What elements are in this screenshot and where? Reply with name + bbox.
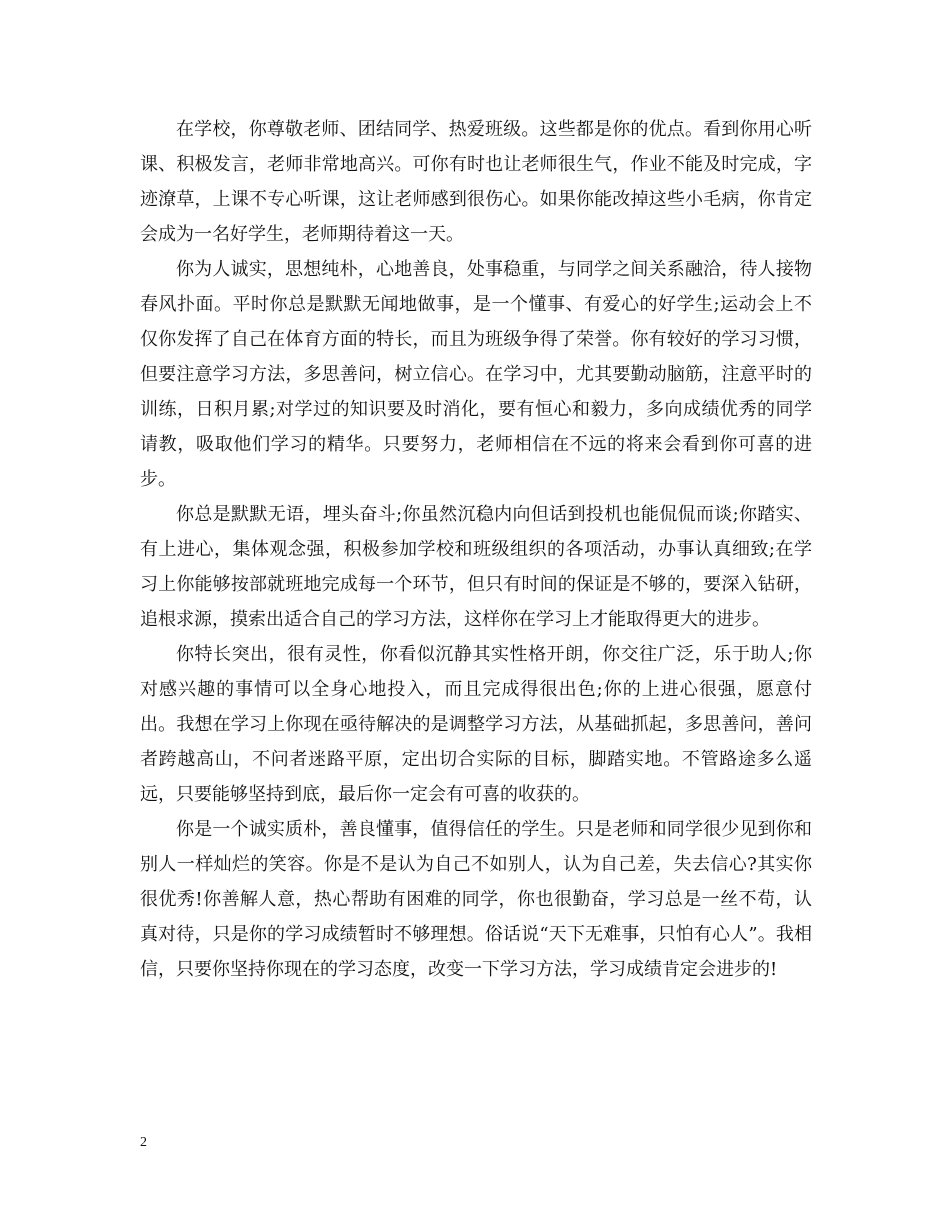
page-number: 2	[140, 1135, 147, 1150]
paragraph-3: 你总是默默无语，埋头奋斗;你虽然沉稳内向但话到投机也能侃侃而谈;你踏实、有上进心，集体观念强，积极参加学校和班级组织的各项活动，办事认真细致;在学习上你能够按部就班地完成每一个环节，但只有时间的保证是不够的，要深入钻研，追根求源，摸索出适合自己的学习方法，这样你在学习上才能取得更大的进步。	[140, 504, 812, 630]
paragraph-1: 在学校，你尊敬老师、团结同学、热爱班级。这些都是你的优点。看到你用心听课、积极发言，老师非常地高兴。可你有时也让老师很生气，作业不能及时完成，字迹潦草，上课不专心听课，这让老师感到很伤心。如果你能改掉这些小毛病，你肯定会成为一名好学生，老师期待着这一天。	[140, 119, 812, 245]
paragraph-2: 你为人诚实，思想纯朴，心地善良，处事稳重，与同学之间关系融洽，待人接物春风扑面。平时你总是默默无闻地做事，是一个懂事、有爱心的好学生;运动会上不仅你发挥了自己在体育方面的特长，而且为班级争得了荣誉。你有较好的学习习惯，但要注意学习方法，多思善问，树立信心。在学习中，尤其要勤动脑筋，注意平时的训练，日积月累;对学过的知识要及时消化，要有恒心和毅力，多向成绩优秀的同学请教，吸取他们学习的精华。只要努力，老师相信在不远的将来会看到你可喜的进步。	[140, 259, 812, 490]
document-body	[140, 112, 812, 987]
paragraph-4: 你特长突出，很有灵性，你看似沉静其实性格开朗，你交往广泛，乐于助人;你对感兴趣的事情可以全身心地投入，而且完成得很出色;你的上进心很强，愿意付出。我想在学习上你现在亟待解决的是调整学习方法，从基础抓起，多思善问，善问者跨越高山，不问者迷路平原，定出切合实际的目标，脚踏实地。不管路途多么遥远，只要能够坚持到底，最后你一定会有可喜的收获的。	[140, 644, 812, 805]
paragraph-5: 你是一个诚实质朴，善良懂事，值得信任的学生。只是老师和同学很少见到你和别人一样灿烂的笑容。你是不是认为自己不如别人，认为自己差，失去信心?其实你很优秀!你善解人意，热心帮助有困难的同学，你也很勤奋，学习总是一丝不苟，认真对待，只是你的学习成绩暂时不够理想。俗话说“天下无难事，只怕有心人”。我相信，只要你坚持你现在的学习态度，改变一下学习方法，学习成绩肯定会进步的!	[140, 819, 812, 980]
